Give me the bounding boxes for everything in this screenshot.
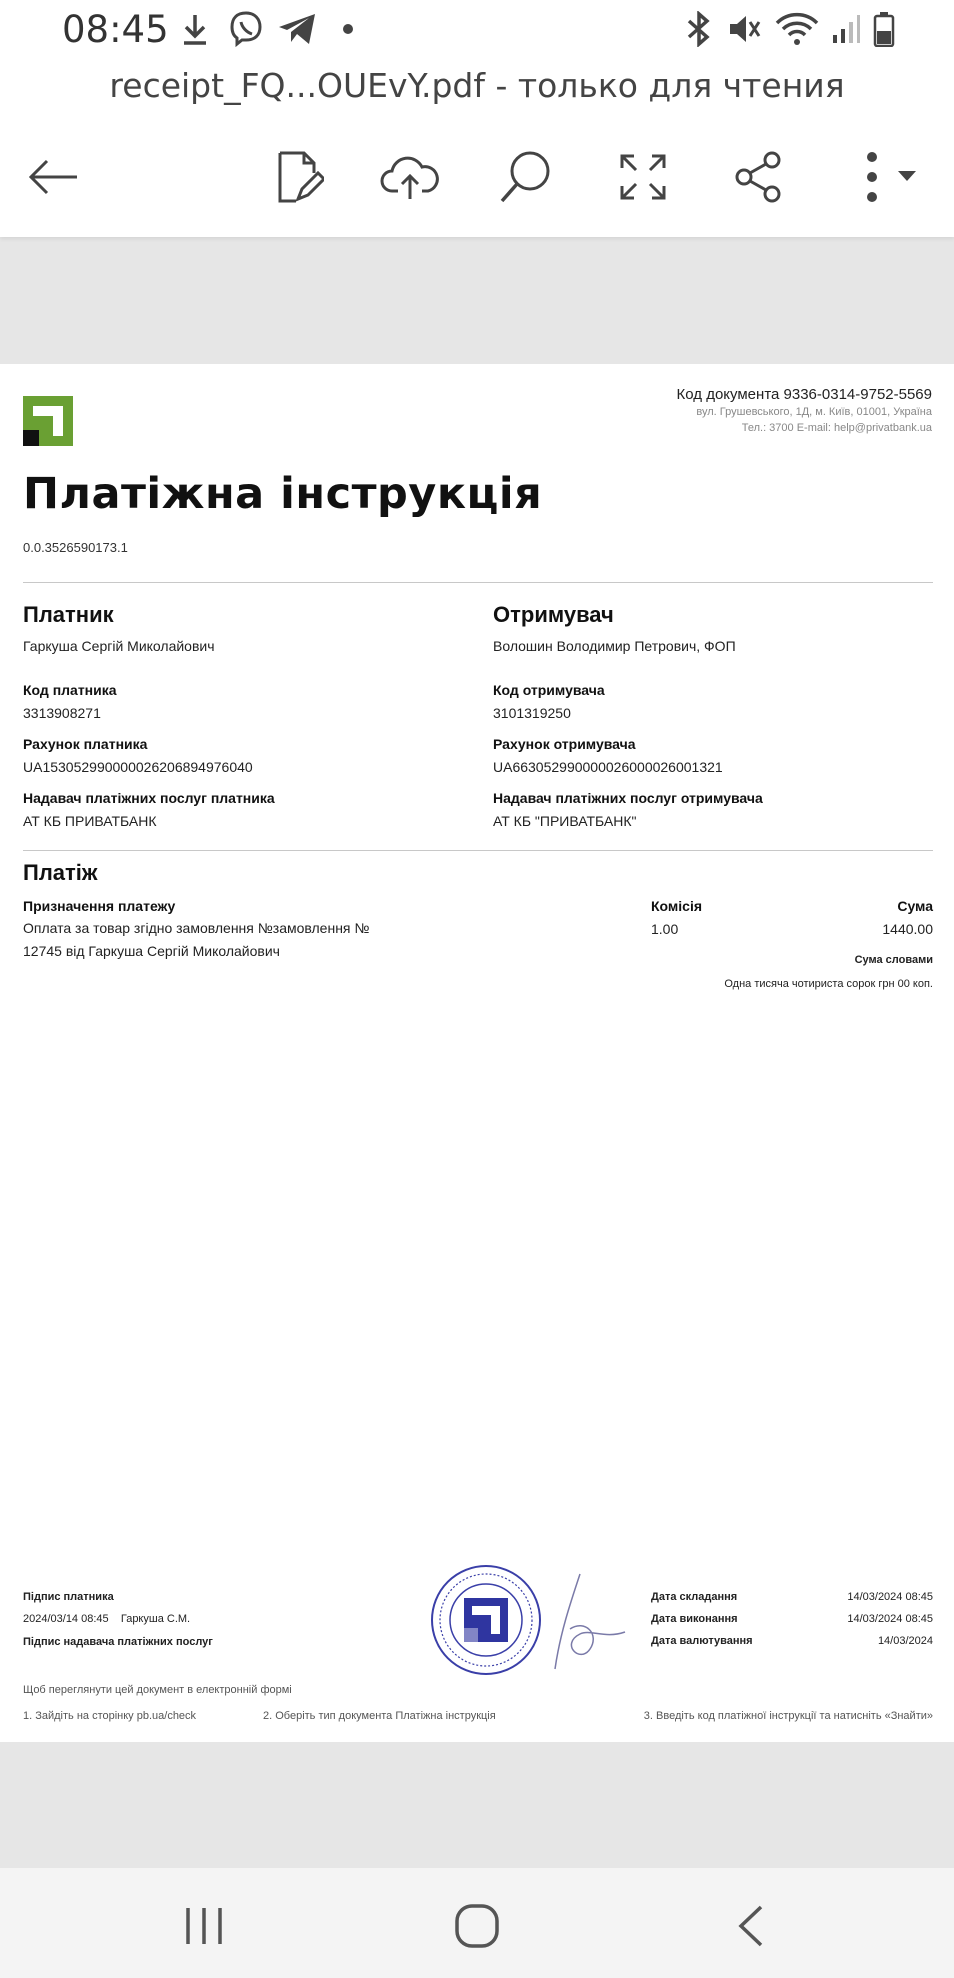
amount-words-label: Сума словами [854, 954, 933, 966]
battery-icon [870, 10, 898, 48]
recipient-account-label: Рахунок отримувача [493, 736, 636, 752]
bank-stamp [430, 1564, 542, 1676]
more-options-icon[interactable] [848, 142, 934, 212]
payer-account: UA153052990000026206894976040 [23, 759, 253, 775]
payer-provider: АТ КБ ПРИВАТБАНК [23, 813, 157, 829]
back-arrow-icon[interactable] [18, 142, 88, 212]
document-header-info [677, 386, 932, 435]
payment-purpose-line1: Оплата за товар згідно замовлення №замовлення № [23, 920, 370, 936]
signal-icon [828, 10, 864, 48]
recipient-code-label: Код отримувача [493, 682, 605, 698]
status-time: 08:45 [62, 8, 169, 51]
home-icon[interactable] [437, 1886, 517, 1966]
amount-label: Сума [897, 898, 933, 914]
mute-icon [724, 10, 764, 48]
viber-icon [226, 10, 266, 48]
payment-heading: Платіж [23, 860, 98, 885]
date-created: 14/03/2024 08:45 [847, 1591, 933, 1603]
date-created-label: Дата складання [651, 1591, 738, 1603]
recipient-provider: АТ КБ "ПРИВАТБАНК" [493, 813, 637, 829]
document-title: receipt_FQ...OUEvY.pdf - только для чтения [109, 66, 845, 105]
check-step-2: 2. Оберіть тип документа Платіжна інструкція [263, 1710, 496, 1722]
recent-apps-icon[interactable] [164, 1886, 244, 1966]
amount-words: Одна тисяча чотириста сорок грн 00 коп. [724, 978, 933, 990]
date-value: 14/03/2024 [877, 1635, 933, 1647]
fullscreen-icon[interactable] [608, 142, 678, 212]
date-executed-label: Дата виконання [651, 1613, 738, 1625]
commission-label: Комісія [651, 898, 703, 914]
recipient-account: UA663052990000026000026001321 [493, 759, 723, 775]
provider-sign-label: Підпис надавача платіжних послуг [23, 1636, 213, 1648]
payment-purpose-line2: 12745 від Гаркуша Сергій Миколайович [23, 943, 280, 959]
online-hint: Щоб переглянути цей документ в електронній формі [23, 1684, 292, 1696]
wifi-icon [774, 10, 820, 48]
amount-value: 1440.00 [882, 921, 933, 937]
document-code: Код документа 9336-0314-9752-5569 [676, 386, 932, 403]
download-icon [180, 10, 210, 48]
divider [23, 582, 933, 583]
check-step-3: 3. Введіть код платіжної інструкції та натисніть «Знайти» [643, 1710, 933, 1722]
payer-account-label: Рахунок платника [23, 736, 148, 752]
payer-provider-label: Надавач платіжних послуг платника [23, 790, 275, 806]
divider [23, 850, 933, 851]
privatbank-logo [23, 396, 73, 446]
payer-heading: Платник [23, 602, 114, 627]
signature-mark [540, 1569, 630, 1679]
payment-purpose-label: Призначення платежу [23, 898, 176, 914]
status-bar [0, 0, 954, 58]
bluetooth-icon [682, 10, 716, 48]
check-step-1: 1. Зайдіть на сторінку pb.ua/check [23, 1710, 197, 1722]
edit-document-icon[interactable] [264, 142, 334, 212]
document-number: 0.0.3526590173.1 [23, 540, 128, 555]
bank-contacts: Тел.: 3700 E-mail: help@privatbank.ua [741, 422, 932, 434]
system-navigation-bar [0, 1868, 954, 1978]
payer-code: 3313908271 [23, 705, 101, 721]
payer-name: Гаркуша Сергій Миколайович [23, 638, 215, 654]
back-icon[interactable] [710, 1886, 790, 1966]
search-icon[interactable] [491, 142, 561, 212]
recipient-code: 3101319250 [493, 705, 571, 721]
dot-icon [338, 10, 358, 48]
recipient-provider-label: Надавач платіжних послуг отримувача [493, 790, 763, 806]
app-header [0, 0, 954, 237]
bank-address: вул. Грушевського, 1Д, м. Київ, 01001, Україна [696, 406, 932, 418]
payer-sign-value: 2024/03/14 08:45 Гаркуша С.М. [23, 1613, 191, 1625]
date-value-label: Дата валютування [651, 1635, 753, 1647]
recipient-name: Волошин Володимир Петрович, ФОП [493, 638, 736, 654]
recipient-heading: Отримувач [493, 602, 614, 627]
payer-code-label: Код платника [23, 682, 117, 698]
payer-sign-label: Підпис платника [23, 1591, 114, 1603]
page-title: Платіжна інструкція [23, 469, 543, 519]
date-executed: 14/03/2024 08:45 [847, 1613, 933, 1625]
pdf-page [0, 364, 954, 1742]
cloud-upload-icon[interactable] [375, 142, 445, 212]
telegram-icon [276, 10, 318, 48]
share-icon[interactable] [723, 142, 793, 212]
commission-value: 1.00 [651, 921, 679, 937]
